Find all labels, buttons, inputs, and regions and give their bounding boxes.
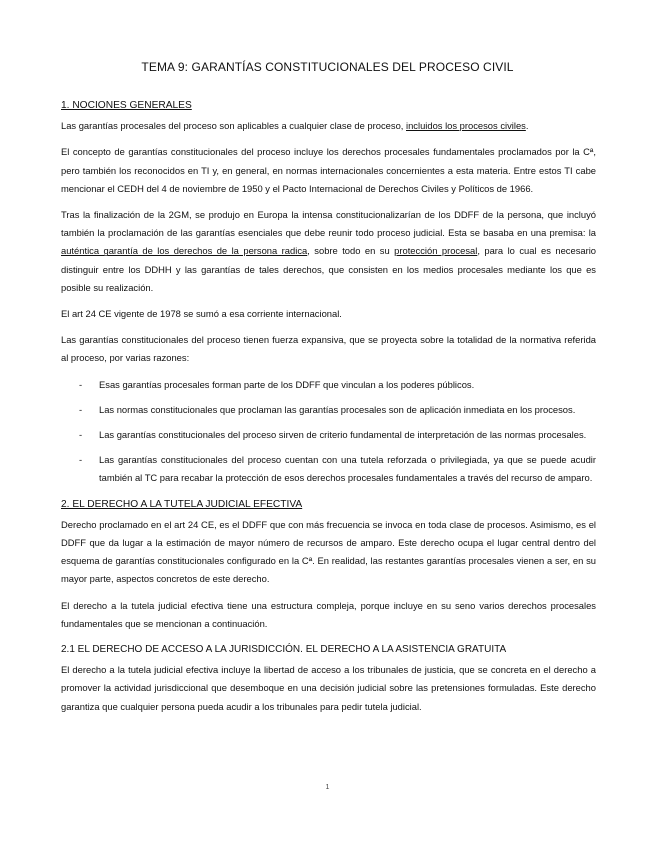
- paragraph: El derecho a la tutela judicial efectiva incluye la libertad de acceso a los tribunales de justicia, que se concreta en el derecho a promover la actividad jurisdiccional que desemboque en una decisión judicial sobre las pretensiones formuladas. Este derecho garantiza que cualquier persona pueda acudir a los tribunales para pedir tutela judicial.: [61, 664, 596, 712]
- page-number: 1: [325, 784, 330, 791]
- list-item: - Las normas constitucionales que proclaman las garantías procesales son de aplicación inmediata en los procesos.: [61, 401, 596, 419]
- paragraph: El art 24 CE vigente de 1978 se sumó a esa corriente internacional.: [61, 308, 342, 320]
- dash-bullet: -: [79, 403, 83, 415]
- list-item: - Esas garantías procesales forman parte de los DDFF que vinculan a los poderes públicos.: [61, 376, 596, 394]
- subsection-heading-acceso: 2.1 EL DERECHO DE ACCESO A LA JURISDICCIÓN. EL DERECHO A LA ASISTENCIA GRATUITA: [61, 644, 507, 656]
- document-body: [61, 97, 596, 724]
- paragraph: Las garantías procesales del proceso son aplicables a cualquier clase de proceso, incluidos los procesos civiles.: [61, 120, 529, 132]
- section-heading-nociones: 1. NOCIONES GENERALES: [61, 100, 192, 111]
- paragraph: Las garantías constitucionales del proceso tienen fuerza expansiva, que se proyecta sobre la totalidad de la normativa referida al proceso, por varias razones:: [61, 334, 596, 364]
- dash-bullet: -: [79, 454, 83, 466]
- dash-bullet: -: [79, 429, 83, 441]
- list-item: - Las garantías constitucionales del proceso sirven de criterio fundamental de interpretación de las normas procesales.: [61, 426, 596, 444]
- paragraph: El derecho a la tutela judicial efectiva tiene una estructura compleja, porque incluye en su seno varios derechos procesales fundamentales que se mencionan a continuación.: [61, 599, 596, 629]
- bullet-list: [61, 376, 596, 488]
- dash-bullet: -: [79, 378, 83, 390]
- section-heading-tutela: 2. EL DERECHO A LA TUTELA JUDICIAL EFECTIVA: [61, 498, 303, 510]
- list-item: - Las garantías constitucionales del proceso cuentan con una tutela reforzada o privilegiada, ya que se puede acudir también al TC para recabar la protección de esos derechos procesales fundamentales a través del recurso de amparo.: [61, 451, 596, 487]
- paragraph: El concepto de garantías constitucionales del proceso incluye los derechos procesales fundamentales proclamados por la Cª, pero también los reconocidos en TI y, en general, en normas internacionales concernientes a esta materia. Entre estos TI cabe mencionar el CEDH del 4 de noviembre de 1950 y el Pacto Internacional de Derechos Civiles y Políticos de 1966.: [61, 146, 596, 194]
- paragraph: Derecho proclamado en el art 24 CE, es el DDFF que con más frecuencia se invoca en toda clase de procesos. Asimismo, es el DDFF que da lugar a la estimación de mayor número de recursos de amparo. Este derecho ocupa el lugar central dentro del esquema de garantías constitucionales configurado en la Cª. En realidad, las restantes garantías procesales vienen a ser, en su mayor parte, aspectos concretos de este derecho.: [61, 518, 596, 585]
- paragraph: Tras la finalización de la 2GM, se produjo en Europa la intensa constitucionalizarían de los DDFF de la persona, que incluyó también la proclamación de las garantías esenciales que debe reunir todo proceso judicial. Esta se basaba en una premisa: la auténtica garantía de los derechos de la persona radica, sobre todo en su protección procesal, para lo cual es necesario distinguir entre los DDHH y las garantías de tales derechos, que consisten en los medios procesales mediante los que es posible su realización.: [61, 209, 597, 293]
- document-title: TEMA 9: GARANTÍAS CONSTITUCIONALES DEL PROCESO CIVIL: [141, 60, 514, 74]
